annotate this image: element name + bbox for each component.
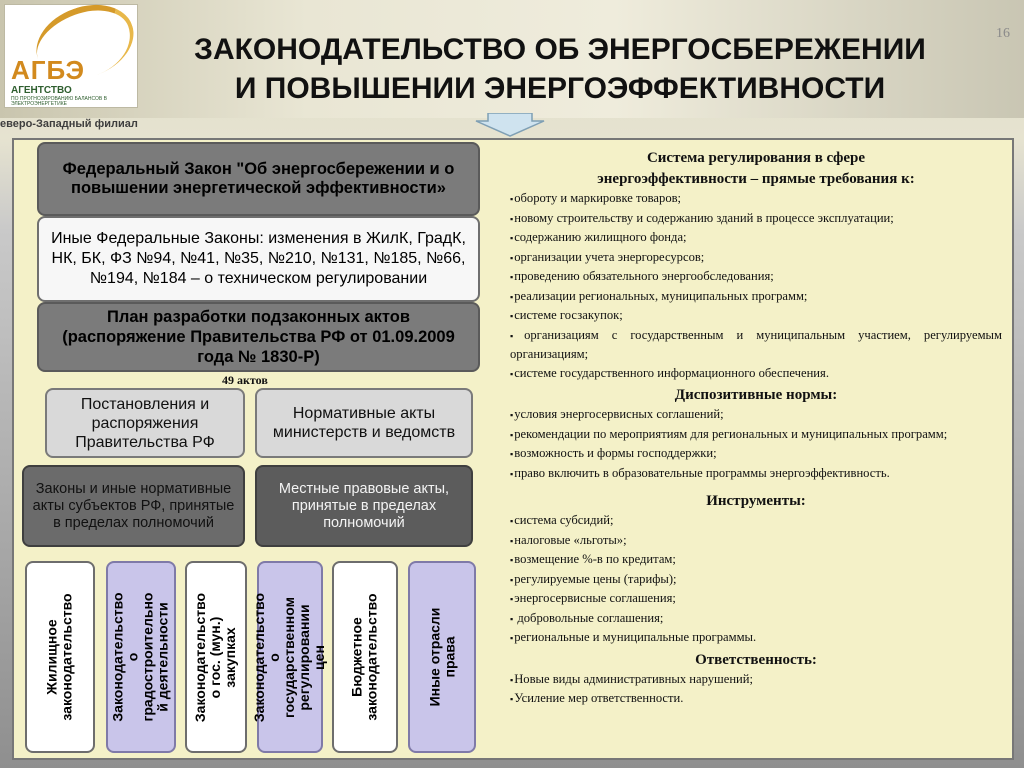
plan-text: План разработки подзаконных актов (распоряжение Правительства РФ от 01.09.2009 года № 1830-Р) xyxy=(62,308,455,366)
legislation-area-label: Законодательство о градостроительно й деятельности xyxy=(110,592,171,722)
list-item-text: организации учета энергоресурсов; xyxy=(514,249,705,264)
dispositive-heading: Диспозитивные нормы: xyxy=(674,387,838,403)
bullet-icon: ▪ xyxy=(510,613,514,624)
list-item-text: условия энергосервисных соглашений; xyxy=(514,407,724,421)
logo-subtitle: ПО ПРОГНОЗИРОВАНИЮ БАЛАНСОВ В ЭЛЕКТРОЭНЕРГЕТИКЕ xyxy=(11,96,107,107)
federal-law-box xyxy=(37,142,480,216)
ministry-acts-box xyxy=(255,388,473,458)
logo-name: АГЕНТСТВО xyxy=(11,85,72,96)
list-item xyxy=(510,425,1002,445)
bullet-icon: ▪ xyxy=(510,213,514,224)
dispositive-list xyxy=(510,405,1002,483)
branch-label: еверо-Западный филиал xyxy=(0,118,138,130)
list-item xyxy=(510,609,1002,629)
list-item-text: новому строительству и содержанию зданий в процессе эксплуатации; xyxy=(514,210,894,225)
list-item xyxy=(510,511,1002,531)
bullet-icon: ▪ xyxy=(510,594,514,604)
list-item xyxy=(510,209,1002,229)
legislation-area-other xyxy=(408,561,476,753)
responsibility-list xyxy=(510,670,1002,709)
other-laws-box xyxy=(37,216,480,302)
list-item-text: добровольные соглашения; xyxy=(514,610,664,625)
bullet-icon: ▪ xyxy=(510,674,514,685)
list-item-text: Новые виды административных нарушений; xyxy=(514,671,754,686)
list-item-text: системе госзакупок; xyxy=(514,308,623,322)
plan-box xyxy=(37,302,480,372)
list-item-text: обороту и маркировке товаров; xyxy=(514,191,682,205)
list-item xyxy=(510,444,1002,464)
list-item xyxy=(510,570,1002,590)
bullet-icon: ▪ xyxy=(510,694,514,704)
regulation-title-line2: энергоэффективности – прямые требования к: xyxy=(597,171,915,187)
list-item-text: содержанию жилищного фонда; xyxy=(514,230,687,244)
bullet-icon: ▪ xyxy=(510,330,524,341)
instruments-heading: Инструменты: xyxy=(706,493,806,509)
federal-law-text: Федеральный Закон "Об энергосбережении и о повышении энергетической эффективности» xyxy=(62,160,455,197)
agency-logo xyxy=(4,4,138,108)
list-item-text: регулируемые цены (тарифы); xyxy=(514,571,677,586)
list-item-text: возможность и формы господдержки; xyxy=(514,446,717,460)
government-decrees-box xyxy=(45,388,245,458)
logo-abbr: АГБЭ xyxy=(11,55,86,85)
list-item-text: организациям с государственным и муниципальным участием, регулируемым организациям; xyxy=(510,327,1002,361)
direct-requirements-list xyxy=(510,189,1002,383)
list-item xyxy=(510,189,1002,209)
list-item xyxy=(510,326,1002,364)
list-item-text: налоговые «льготы»; xyxy=(514,532,627,547)
regional-laws-box xyxy=(22,465,245,547)
list-item-text: реализации региональных, муниципальных программ; xyxy=(514,288,808,303)
legislation-area-label: Бюджетное законодательство xyxy=(349,593,381,721)
list-item xyxy=(510,248,1002,268)
legislation-area-label: Иные отрасли права xyxy=(426,607,457,707)
regional-laws-text: Законы и иные нормативные акты субъектов РФ, принятые в пределах полномочий xyxy=(32,480,235,531)
bullet-icon: ▪ xyxy=(510,272,514,282)
bullet-icon: ▪ xyxy=(510,311,514,321)
arrow-down-icon xyxy=(474,113,546,137)
acts-count-label: 49 актов xyxy=(222,373,268,387)
local-acts-box xyxy=(255,465,473,547)
list-item-text: энергосервисные соглашения; xyxy=(514,591,676,605)
bullet-icon: ▪ xyxy=(510,449,514,459)
list-item xyxy=(510,364,1002,384)
list-item xyxy=(510,531,1002,551)
bullet-icon: ▪ xyxy=(510,291,514,302)
legislation-area-label: Жилищное законодательство xyxy=(44,593,76,721)
instruments-list xyxy=(510,511,1002,648)
list-item-text: системе государственного информационного обеспечения. xyxy=(514,365,829,380)
regulation-system-column xyxy=(510,147,1002,709)
bullet-icon: ▪ xyxy=(510,194,514,204)
local-acts-text: Местные правовые акты, принятые в пределах полномочий xyxy=(278,480,450,531)
legislation-area-procurement xyxy=(185,561,247,753)
list-item-text: система субсидий; xyxy=(514,513,614,527)
list-item xyxy=(510,550,1002,570)
list-item-text: региональные и муниципальные программы. xyxy=(514,630,757,644)
list-item-text: рекомендации по мероприятиям для региональных и муниципальных программ; xyxy=(514,426,948,441)
bullet-icon: ▪ xyxy=(510,410,514,420)
slide-title-line1: ЗАКОНОДАТЕЛЬСТВО ОБ ЭНЕРГОСБЕРЕЖЕНИИ xyxy=(194,33,926,66)
list-item-text: право включить в образовательные программы энергоэффективность. xyxy=(514,465,890,480)
legislation-area-price-regulation xyxy=(251,561,328,753)
list-item xyxy=(510,464,1002,484)
bullet-icon: ▪ xyxy=(510,535,514,546)
bullet-icon: ▪ xyxy=(510,429,514,440)
ministry-acts-text: Нормативные акты министерств и ведомств xyxy=(272,405,456,441)
legislation-area-label: Законодательство о государственном регулировании цен xyxy=(251,592,328,722)
bullet-icon: ▪ xyxy=(510,368,514,379)
bullet-icon: ▪ xyxy=(510,468,514,479)
list-item xyxy=(510,689,1002,709)
government-decrees-text: Постановления и распоряжения Правительства РФ xyxy=(75,395,215,451)
list-item xyxy=(510,670,1002,690)
bullet-icon: ▪ xyxy=(510,252,514,263)
list-item xyxy=(510,405,1002,425)
page-number: 16 xyxy=(996,26,1010,41)
regulation-title-line1: Система регулирования в сфере xyxy=(646,150,866,166)
legislation-area-urban-planning xyxy=(106,561,176,753)
bullet-icon: ▪ xyxy=(510,555,514,565)
list-item xyxy=(510,267,1002,287)
responsibility-heading: Ответственность: xyxy=(695,651,817,668)
slide-title xyxy=(140,30,980,108)
list-item xyxy=(510,306,1002,326)
list-item xyxy=(510,628,1002,648)
bullet-icon: ▪ xyxy=(510,233,514,243)
legislation-area-label: Законодательство о гос. (мун.) закупках xyxy=(192,592,239,722)
list-item xyxy=(510,287,1002,307)
bullet-icon: ▪ xyxy=(510,516,514,526)
slide-title-line2: И ПОВЫШЕНИИ ЭНЕРГОЭФФЕКТИВНОСТИ xyxy=(234,72,886,105)
list-item-text: Усиление мер ответственности. xyxy=(514,691,684,705)
bullet-icon: ▪ xyxy=(510,633,514,643)
bullet-icon: ▪ xyxy=(510,574,514,585)
list-item-text: проведению обязательного энергообследования; xyxy=(514,269,774,283)
list-item xyxy=(510,589,1002,609)
other-laws-text: Иные Федеральные Законы: изменения в ЖилК, ГрадК, НК, БК, ФЗ №94, №41, №35, №210, №131, №185, №66, №194, №184 – о техническом регулировании xyxy=(51,230,466,287)
list-item-text: возмещение %-в по кредитам; xyxy=(514,552,676,566)
legislation-area-housing xyxy=(25,561,95,753)
legislation-area-budget xyxy=(332,561,398,753)
list-item xyxy=(510,228,1002,248)
